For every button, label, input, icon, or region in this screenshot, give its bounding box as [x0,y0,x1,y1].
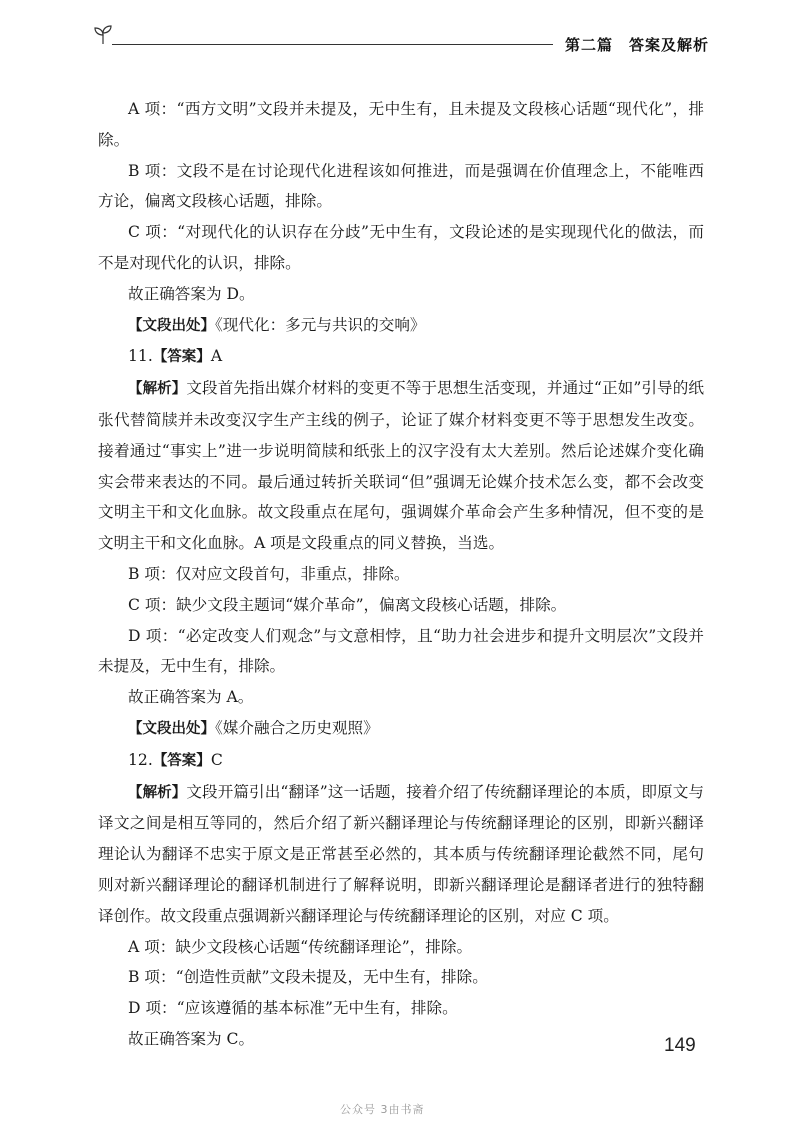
question-answer-line [98,745,704,777]
paragraph-text: A 项：缺少文段核心话题“传统翻译理论”，排除。 [128,937,473,956]
question-answer-line [98,341,704,373]
source-tag: 【文段出处】 [128,720,215,737]
paragraph-text: D 项：“应该遵循的基本标准”无中生有，排除。 [128,999,458,1018]
sprout-icon [92,24,114,50]
paragraph-text: 故正确答案为 C。 [128,1029,255,1048]
source-line [98,310,704,342]
paragraph-text: C 项：缺少文段主题词“媒介革命”，偏离文段核心话题，排除。 [128,595,567,614]
section-title: 第二篇 答案及解析 [565,36,710,54]
answer-value: A [210,347,223,366]
answer-line [98,279,704,310]
analysis-text: 文段首先指出媒介材料的变更不等于思想生活变现，并通过“正如”引导的纸张代替简牍并未改变汉字生产主线的例子，论证了媒介材料变更不等于思想发生改变。接着通过“事实上”进一步说明简牍和纸张上的汉字没有太大差别。然后论述媒介变化确实会带来表达的不同。最后通过转折关联词“但”强调无论媒介技术怎么变，都不会改变文明主干和文化血脉。故文段重点在尾句，强调媒介革命会产生多种情况，但不变的是文明主干和文化血脉。A 项是文段重点的同义替换，当选。 [98,379,705,553]
page-header [0,0,800,60]
paragraph [98,559,704,590]
answer-line [98,1024,704,1055]
paragraph-text: 故正确答案为 A。 [128,688,254,707]
source-tag: 【文段出处】 [128,317,215,334]
paragraph [98,156,704,218]
paragraph-text: B 项：仅对应文段首句，非重点，排除。 [128,564,410,583]
source-title: 《现代化：多元与共识的交响》 [215,315,426,334]
analysis-text: 文段开篇引出“翻译”这一话题，接着介绍了传统翻译理论的本质，即原文与译文之间是相互等同的，然后介绍了新兴翻译理论与传统翻译理论的区别，即新兴翻译理论认为翻译不忠实于原文是正常甚至必然的，其本质与传统翻译理论截然不同，尾句则对新兴翻译理论的翻译机制进行了解释说明，即新兴翻译理论是翻译者进行的独特翻译创作。故文段重点强调新兴翻译理论与传统翻译理论的区别，对应 C 项。 [98,782,705,925]
paragraph-text: D 项：“必定改变人们观念”与文意相悖，且“助力社会进步和提升文明层次”文段并未提及，无中生有，排除。 [98,626,704,676]
answer-line [98,682,704,713]
paragraph [98,94,704,156]
answer-tag: 【答案】 [152,349,211,366]
paragraph [98,590,704,621]
answer-value: C [210,750,223,769]
paragraph-text: A 项：“西方文明”文段并未提及，无中生有，且未提及文段核心话题“现代化”，排除。 [98,100,704,149]
analysis-tag: 【解析】 [128,381,187,398]
source-line [98,713,704,745]
paragraph-text: B 项：“创造性贡献”文段未提及，无中生有，排除。 [128,968,488,987]
paragraph-text: C 项：“对现代化的认识存在分歧”无中生有，文段论述的是实现现代化的做法，而不是对现代化的认识，排除。 [98,223,704,272]
page-number: 149 [664,1035,696,1056]
paragraph-text: 故正确答案为 D。 [128,284,255,303]
question-number: 11. [128,347,153,366]
paragraph-text: B 项：文段不是在讨论现代化进程该如何推进，而是强调在价值理念上，不能唯西方论，偏离文段核心话题，排除。 [98,161,704,211]
answer-content [98,94,704,1055]
paragraph [98,993,704,1024]
question-number: 12. [128,750,153,769]
analysis-paragraph [98,777,704,932]
paragraph [98,217,704,279]
paragraph [98,962,704,993]
watermark: 公众号 3由书斋 [340,1103,425,1116]
paragraph [98,621,704,683]
source-title: 《媒介融合之历史观照》 [215,718,379,737]
answer-tag: 【答案】 [152,752,211,769]
paragraph [98,932,704,963]
header-rule [112,44,553,45]
analysis-paragraph [98,373,704,559]
analysis-tag: 【解析】 [128,784,187,801]
